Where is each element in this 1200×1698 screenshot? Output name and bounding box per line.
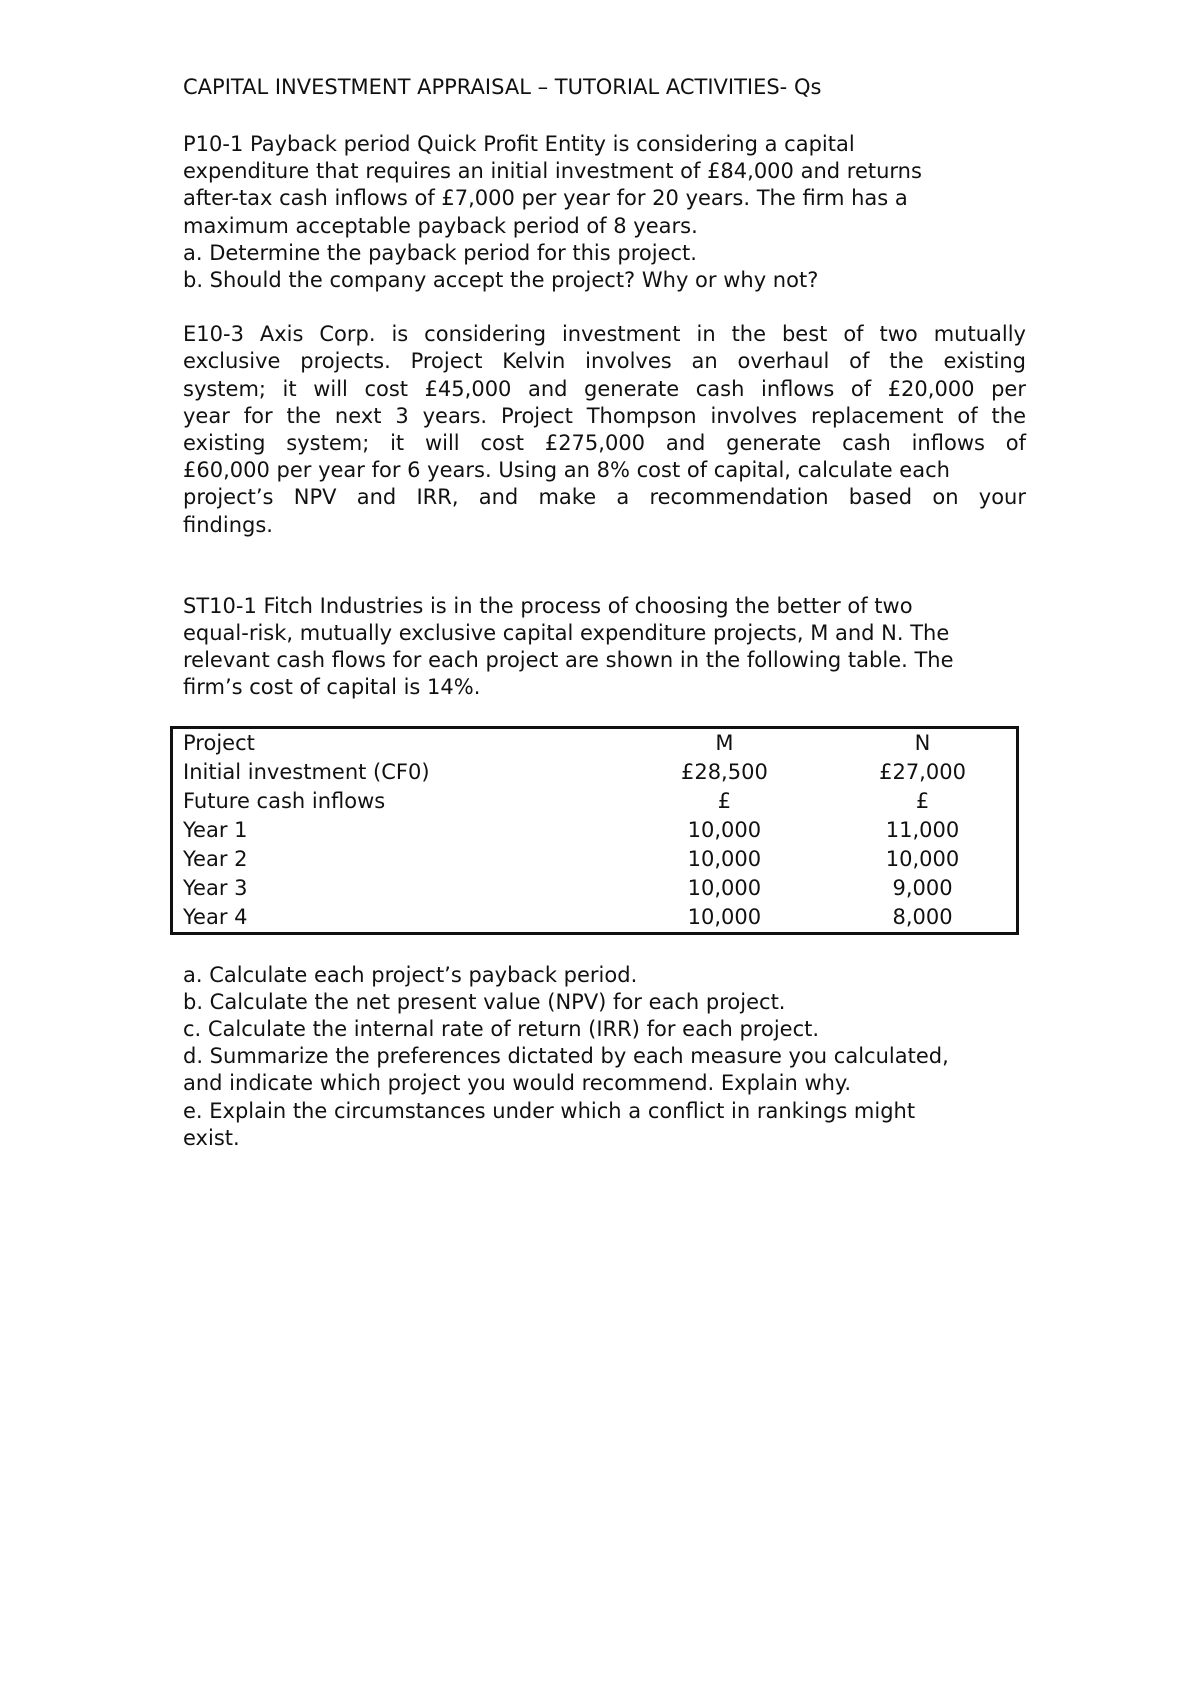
table-row [172,903,1018,934]
project-m-value: 10,000 [687,904,762,929]
question-line: e. Explain the circumstances under which a conflict in rankings might [183,1098,916,1123]
question-line: findings. [183,512,273,537]
question-line: d. Summarize the preferences dictated by each measure you calculated, [183,1044,949,1069]
question-e10-3 [183,321,1026,539]
document-title: CAPITAL INVESTMENT APPRAISAL – TUTORIAL ACTIVITIES- Qs [183,75,822,99]
table-row [172,727,1018,758]
spacer [183,935,1026,962]
project-n-value: 10,000 [885,846,960,871]
project-n-value: 11,000 [885,817,960,842]
project-m-value: 10,000 [687,817,762,842]
question-line: b. Calculate the net present value (NPV) for each project. [183,989,786,1014]
question-line: exclusive projects. Project Kelvin involves an overhaul of the existing [183,349,1026,374]
project-n-value: 9,000 [892,875,953,900]
question-line: a. Calculate each project’s payback period. [183,962,638,987]
question-line: existing system; it will cost £275,000 and generate cash inflows of [183,431,1026,456]
spacer [183,702,1026,726]
question-line: exist. [183,1125,240,1150]
question-line: equal-risk, mutually exclusive capital expenditure projects, M and N. The [183,621,950,646]
question-line: expenditure that requires an initial investment of £84,000 and returns [183,159,922,184]
row-label: Project [183,730,255,755]
row-label: Year 4 [183,904,248,929]
question-line: P10-1 Payback period Quick Profit Entity is considering a capital [183,132,855,156]
question-line: b. Should the company accept the project? Why or why not? [183,268,819,293]
row-label: Initial investment (CF0) [183,759,430,784]
question-line: and indicate which project you would recommend. Explain why. [183,1071,852,1096]
project-n-value: N [914,730,931,755]
question-line: £60,000 per year for 6 years. Using an 8% cost of capital, calculate each [183,458,950,483]
question-p10-1 [183,131,1026,294]
row-label: Future cash inflows [183,788,386,813]
project-m-value: £28,500 [680,759,768,784]
question-line: maximum acceptable payback period of 8 years. [183,213,698,238]
question-line: E10-3 Axis Corp. is considering investment in the best of two mutually [183,322,1026,347]
spacer [183,294,1026,321]
table-row [172,874,1018,903]
table-row [172,787,1018,816]
project-m-value: 10,000 [687,875,762,900]
table-row [172,845,1018,874]
project-n-value: 8,000 [892,904,953,929]
project-m-value: £ [717,788,732,813]
question-line: a. Determine the payback period for this project. [183,240,697,265]
cash-flow-table [170,726,1019,935]
table-row [172,816,1018,845]
row-label: Year 2 [183,846,248,871]
question-line: firm’s cost of capital is 14%. [183,675,481,700]
row-label: Year 1 [183,817,248,842]
document-page [183,70,1026,1152]
question-line: after-tax cash inflows of £7,000 per year for 20 years. The firm has a [183,186,908,211]
st10-1-questions [183,962,1026,1152]
question-line: year for the next 3 years. Project Thompson involves replacement of the [183,403,1026,428]
question-line: system; it will cost £45,000 and generate cash inflows of £20,000 per [183,376,1026,401]
question-line: relevant cash flows for each project are shown in the following table. The [183,648,954,673]
question-st10-1 [183,593,1026,702]
spacer [183,539,1026,593]
question-line: c. Calculate the internal rate of return (IRR) for each project. [183,1017,820,1042]
project-m-value: 10,000 [687,846,762,871]
row-label: Year 3 [183,875,248,900]
table-row [172,758,1018,787]
spacer [183,104,1026,131]
question-line: ST10-1 Fitch Industries is in the process of choosing the better of two [183,593,913,618]
project-n-value: £27,000 [879,759,966,784]
project-n-value: £ [915,788,930,813]
question-line: project’s NPV and IRR, and make a recommendation based on your [183,485,1026,510]
project-m-value: M [715,730,734,755]
